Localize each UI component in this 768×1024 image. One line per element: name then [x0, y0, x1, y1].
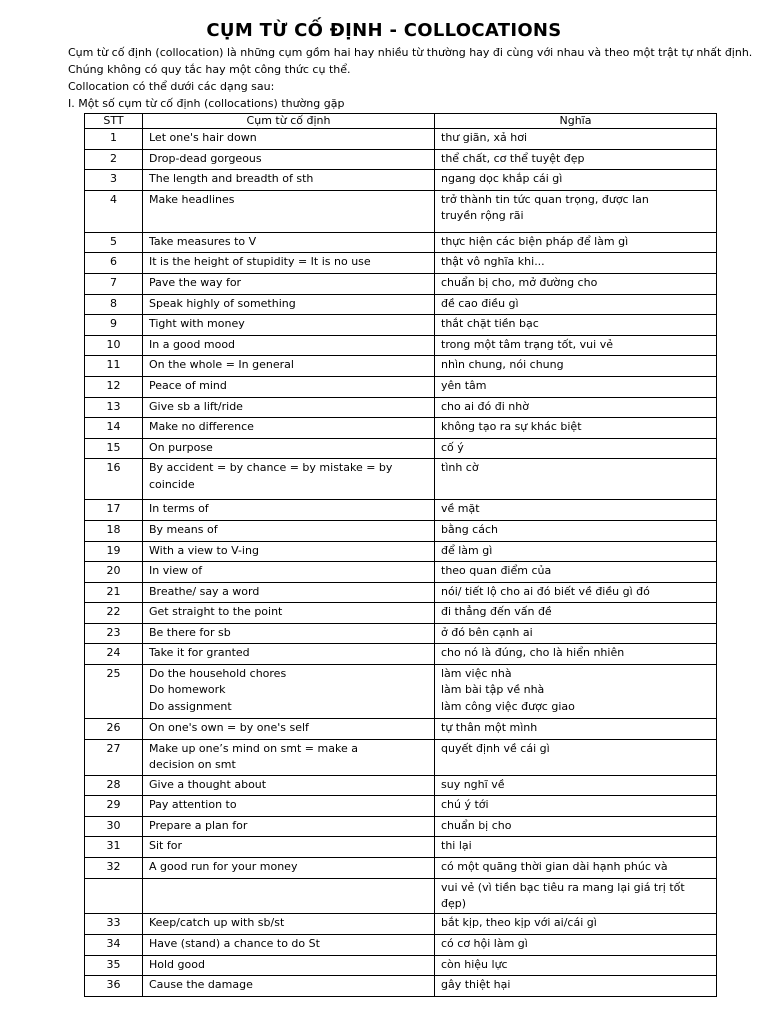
row-phrase	[143, 837, 435, 858]
row-number: 13	[85, 397, 143, 418]
meaning-line: thực hiện các biện pháp để làm gì	[441, 234, 629, 248]
row-number: 36	[85, 976, 143, 997]
row-meaning	[435, 129, 717, 150]
phrase-line: Take measures to V	[149, 234, 257, 248]
table-header-row	[85, 114, 717, 129]
phrase-line: Cause the damage	[149, 978, 253, 992]
phrase-line: By means of	[149, 522, 218, 536]
row-meaning	[435, 955, 717, 976]
row-phrase	[143, 796, 435, 817]
table-row	[85, 775, 717, 796]
meaning-line: gây thiệt hại	[441, 978, 511, 992]
phrase-line: In a good mood	[149, 337, 236, 351]
phrase-line: Make headlines	[149, 192, 235, 206]
row-phrase	[143, 376, 435, 397]
row-phrase	[143, 878, 435, 914]
phrase-line: Take it for granted	[149, 646, 250, 660]
row-number: 19	[85, 541, 143, 562]
meaning-line: đi thẳng đến vấn đề	[441, 605, 552, 619]
table-body	[85, 129, 717, 997]
row-phrase	[143, 562, 435, 583]
table-row	[85, 796, 717, 817]
row-meaning	[435, 170, 717, 191]
row-meaning	[435, 438, 717, 459]
table-row	[85, 418, 717, 439]
row-phrase	[143, 253, 435, 274]
phrase-line: Make up one’s mind on smt = make a	[149, 741, 358, 755]
phrase-line: On purpose	[149, 440, 213, 454]
intro-section-heading: I. Một số cụm từ cố định (collocations) thường gặp	[68, 97, 345, 110]
meaning-line: thể chất, cơ thể tuyệt đẹp	[441, 151, 585, 165]
row-phrase	[143, 356, 435, 377]
row-number: 17	[85, 500, 143, 521]
meaning-line: thi lại	[441, 839, 472, 853]
row-meaning	[435, 149, 717, 170]
row-number: 22	[85, 603, 143, 624]
row-phrase	[143, 719, 435, 740]
row-meaning	[435, 796, 717, 817]
table-row	[85, 335, 717, 356]
phrase-line: Do homework	[149, 683, 226, 697]
row-phrase	[143, 170, 435, 191]
page-title: CỤM TỪ CỐ ĐỊNH - COLLOCATIONS	[206, 20, 562, 41]
meaning-line: vui vẻ (vì tiền bạc tiêu ra mang lại giá trị tốt	[441, 880, 685, 894]
row-meaning	[435, 335, 717, 356]
meaning-line: suy nghĩ về	[441, 777, 505, 791]
table-row	[85, 232, 717, 253]
row-number: 27	[85, 739, 143, 775]
table-row	[85, 623, 717, 644]
row-phrase	[143, 190, 435, 232]
row-phrase	[143, 397, 435, 418]
row-phrase	[143, 129, 435, 150]
table-row	[85, 170, 717, 191]
header-meaning: Nghĩa	[435, 114, 717, 129]
row-meaning	[435, 775, 717, 796]
row-meaning	[435, 837, 717, 858]
table-row	[85, 520, 717, 541]
phrase-line: Do assignment	[149, 699, 232, 713]
table-row	[85, 294, 717, 315]
row-meaning	[435, 273, 717, 294]
meaning-line: quyết định về cái gì	[441, 741, 550, 755]
row-meaning	[435, 976, 717, 997]
row-number: 4	[85, 190, 143, 232]
row-meaning	[435, 356, 717, 377]
row-phrase	[143, 775, 435, 796]
row-meaning	[435, 582, 717, 603]
row-number: 24	[85, 644, 143, 665]
row-phrase	[143, 418, 435, 439]
meaning-line: thật vô nghĩa khi...	[441, 255, 545, 269]
phrase-line: Have (stand) a chance to do St	[149, 937, 320, 951]
row-number: 10	[85, 335, 143, 356]
phrase-line: The length and breadth of sth	[149, 172, 314, 186]
phrase-line: With a view to V-ing	[149, 543, 259, 557]
meaning-line: không tạo ra sự khác biệt	[441, 420, 582, 434]
row-phrase	[143, 935, 435, 956]
table-row	[85, 976, 717, 997]
phrase-line: Pave the way for	[149, 275, 242, 289]
meaning-line: còn hiệu lực	[441, 957, 508, 971]
table-row	[85, 438, 717, 459]
row-number: 3	[85, 170, 143, 191]
phrase-line: Sit for	[149, 839, 182, 853]
phrase-line: Be there for sb	[149, 625, 231, 639]
row-phrase	[143, 459, 435, 500]
phrase-line: On the whole = In general	[149, 358, 294, 372]
row-number: 34	[85, 935, 143, 956]
meaning-line: ở đó bên cạnh ai	[441, 625, 533, 639]
row-meaning	[435, 665, 717, 719]
row-phrase	[143, 294, 435, 315]
meaning-line: có một quãng thời gian dài hạnh phúc và	[441, 860, 668, 874]
table-row	[85, 878, 717, 914]
meaning-line: cho nó là đúng, cho là hiển nhiên	[441, 646, 625, 660]
row-meaning	[435, 190, 717, 232]
table-row	[85, 356, 717, 377]
phrase-line: It is the height of stupidity = It is no use	[149, 255, 371, 269]
phrase-line: coincide	[149, 477, 195, 491]
phrase-line: On one's own = by one's self	[149, 721, 309, 735]
row-phrase	[143, 149, 435, 170]
row-meaning	[435, 935, 717, 956]
row-meaning	[435, 232, 717, 253]
row-number: 29	[85, 796, 143, 817]
header-stt: STT	[85, 114, 143, 129]
row-meaning	[435, 603, 717, 624]
row-number: 35	[85, 955, 143, 976]
row-phrase	[143, 582, 435, 603]
table-row	[85, 914, 717, 935]
table-row	[85, 253, 717, 274]
meaning-line: nhìn chung, nói chung	[441, 358, 564, 372]
row-number: 28	[85, 775, 143, 796]
row-number: 1	[85, 129, 143, 150]
table-row	[85, 816, 717, 837]
meaning-line: làm việc nhà	[441, 667, 512, 681]
row-number: 11	[85, 356, 143, 377]
table-row	[85, 935, 717, 956]
row-number: 2	[85, 149, 143, 170]
row-phrase	[143, 520, 435, 541]
phrase-line: Give a thought about	[149, 777, 267, 791]
row-phrase	[143, 500, 435, 521]
row-phrase	[143, 955, 435, 976]
table-row	[85, 315, 717, 336]
phrase-line: Get straight to the point	[149, 605, 283, 619]
table-row	[85, 459, 717, 500]
row-phrase	[143, 644, 435, 665]
row-meaning	[435, 315, 717, 336]
row-number: 9	[85, 315, 143, 336]
table-row	[85, 500, 717, 521]
row-meaning	[435, 500, 717, 521]
intro-line-1: Cụm từ cố định (collocation) là những cụm gồm hai hay nhiều từ thường hay đi cùng với nhau và theo một trật tự nhất định.	[68, 46, 753, 59]
row-phrase	[143, 858, 435, 879]
row-meaning	[435, 914, 717, 935]
table-row	[85, 273, 717, 294]
row-meaning	[435, 397, 717, 418]
intro-line-2: Chúng không có quy tắc hay một công thức cụ thể.	[68, 63, 351, 76]
row-number: 31	[85, 837, 143, 858]
meaning-line: có cơ hội làm gì	[441, 937, 528, 951]
phrase-line: Do the household chores	[149, 667, 287, 681]
phrase-line: Hold good	[149, 957, 205, 971]
table-row	[85, 603, 717, 624]
row-number: 30	[85, 816, 143, 837]
table-row	[85, 719, 717, 740]
meaning-line: để làm gì	[441, 543, 493, 557]
row-meaning	[435, 562, 717, 583]
row-phrase	[143, 273, 435, 294]
row-number: 8	[85, 294, 143, 315]
phrase-line: Keep/catch up with sb/st	[149, 916, 285, 930]
row-meaning	[435, 459, 717, 500]
intro-line-3: Collocation có thể dưới các dạng sau:	[68, 80, 275, 93]
row-phrase	[143, 335, 435, 356]
meaning-line: cho ai đó đi nhờ	[441, 399, 529, 413]
meaning-line: ngang dọc khắp cái gì	[441, 172, 563, 186]
table-row	[85, 665, 717, 719]
meaning-line: chuẩn bị cho, mở đường cho	[441, 275, 598, 289]
header-phrase: Cụm từ cố định	[143, 114, 435, 129]
phrase-line: A good run for your money	[149, 860, 298, 874]
row-phrase	[143, 739, 435, 775]
phrase-line: Give sb a lift/ride	[149, 399, 243, 413]
row-number: 21	[85, 582, 143, 603]
meaning-line: trở thành tin tức quan trọng, được lan	[441, 192, 649, 206]
row-phrase	[143, 232, 435, 253]
row-number: 15	[85, 438, 143, 459]
meaning-line: về mặt	[441, 502, 480, 516]
row-phrase	[143, 665, 435, 719]
row-phrase	[143, 603, 435, 624]
phrase-line: Speak highly of something	[149, 296, 296, 310]
row-number: 18	[85, 520, 143, 541]
row-meaning	[435, 878, 717, 914]
table-row	[85, 397, 717, 418]
row-number: 14	[85, 418, 143, 439]
row-number	[85, 878, 143, 914]
meaning-line: thư giãn, xả hơi	[441, 131, 528, 144]
meaning-line: thắt chặt tiền bạc	[441, 317, 539, 331]
phrase-line: decision on smt	[149, 758, 236, 772]
collocations-table	[84, 113, 717, 997]
row-number: 5	[85, 232, 143, 253]
table-row	[85, 149, 717, 170]
row-number: 12	[85, 376, 143, 397]
table-row	[85, 129, 717, 150]
row-phrase	[143, 914, 435, 935]
row-meaning	[435, 541, 717, 562]
phrase-line: Tight with money	[149, 317, 245, 331]
row-number: 6	[85, 253, 143, 274]
meaning-line: theo quan điểm của	[441, 564, 552, 578]
row-meaning	[435, 739, 717, 775]
table-row	[85, 955, 717, 976]
row-number: 32	[85, 858, 143, 879]
phrase-line: In view of	[149, 564, 203, 578]
row-phrase	[143, 541, 435, 562]
row-phrase	[143, 816, 435, 837]
phrase-line: Let one's hair down	[149, 131, 257, 144]
meaning-line: làm bài tập về nhà	[441, 683, 545, 697]
row-number: 16	[85, 459, 143, 500]
meaning-line: đề cao điều gì	[441, 296, 519, 310]
row-phrase	[143, 315, 435, 336]
table-row	[85, 582, 717, 603]
meaning-line: tự thân một mình	[441, 721, 538, 735]
table-row	[85, 190, 717, 232]
meaning-line: đẹp)	[441, 897, 467, 911]
meaning-line: truyền rộng rãi	[441, 209, 524, 223]
row-meaning	[435, 418, 717, 439]
row-phrase	[143, 438, 435, 459]
meaning-line: chú ý tới	[441, 798, 489, 812]
meaning-line: trong một tâm trạng tốt, vui vẻ	[441, 337, 613, 351]
phrase-line: Drop-dead gorgeous	[149, 151, 262, 165]
table-row	[85, 644, 717, 665]
phrase-line: Pay attention to	[149, 798, 237, 812]
table-row	[85, 376, 717, 397]
meaning-line: chuẩn bị cho	[441, 818, 512, 832]
row-meaning	[435, 816, 717, 837]
table-row	[85, 562, 717, 583]
phrase-line: Prepare a plan for	[149, 818, 248, 832]
table-row	[85, 739, 717, 775]
row-number: 20	[85, 562, 143, 583]
meaning-line: làm công việc được giao	[441, 699, 575, 713]
row-number: 26	[85, 719, 143, 740]
meaning-line: yên tâm	[441, 378, 487, 392]
phrase-line: Breathe/ say a word	[149, 584, 260, 598]
table-row	[85, 837, 717, 858]
phrase-line: Make no difference	[149, 420, 254, 434]
meaning-line: bắt kịp, theo kịp với ai/cái gì	[441, 916, 597, 930]
row-meaning	[435, 858, 717, 879]
row-phrase	[143, 976, 435, 997]
meaning-line: tình cờ	[441, 461, 479, 475]
meaning-line: cố ý	[441, 440, 464, 454]
row-meaning	[435, 520, 717, 541]
row-meaning	[435, 294, 717, 315]
table-row	[85, 858, 717, 879]
row-meaning	[435, 623, 717, 644]
row-meaning	[435, 644, 717, 665]
table-row	[85, 541, 717, 562]
row-number: 33	[85, 914, 143, 935]
row-number: 7	[85, 273, 143, 294]
meaning-line: nói/ tiết lộ cho ai đó biết về điều gì đó	[441, 584, 650, 598]
row-number: 23	[85, 623, 143, 644]
row-number: 25	[85, 665, 143, 719]
phrase-line: By accident = by chance = by mistake = by	[149, 461, 393, 475]
phrase-line: In terms of	[149, 502, 209, 516]
row-meaning	[435, 719, 717, 740]
meaning-line: bằng cách	[441, 522, 498, 536]
row-phrase	[143, 623, 435, 644]
row-meaning	[435, 376, 717, 397]
row-meaning	[435, 253, 717, 274]
phrase-line: Peace of mind	[149, 378, 227, 392]
